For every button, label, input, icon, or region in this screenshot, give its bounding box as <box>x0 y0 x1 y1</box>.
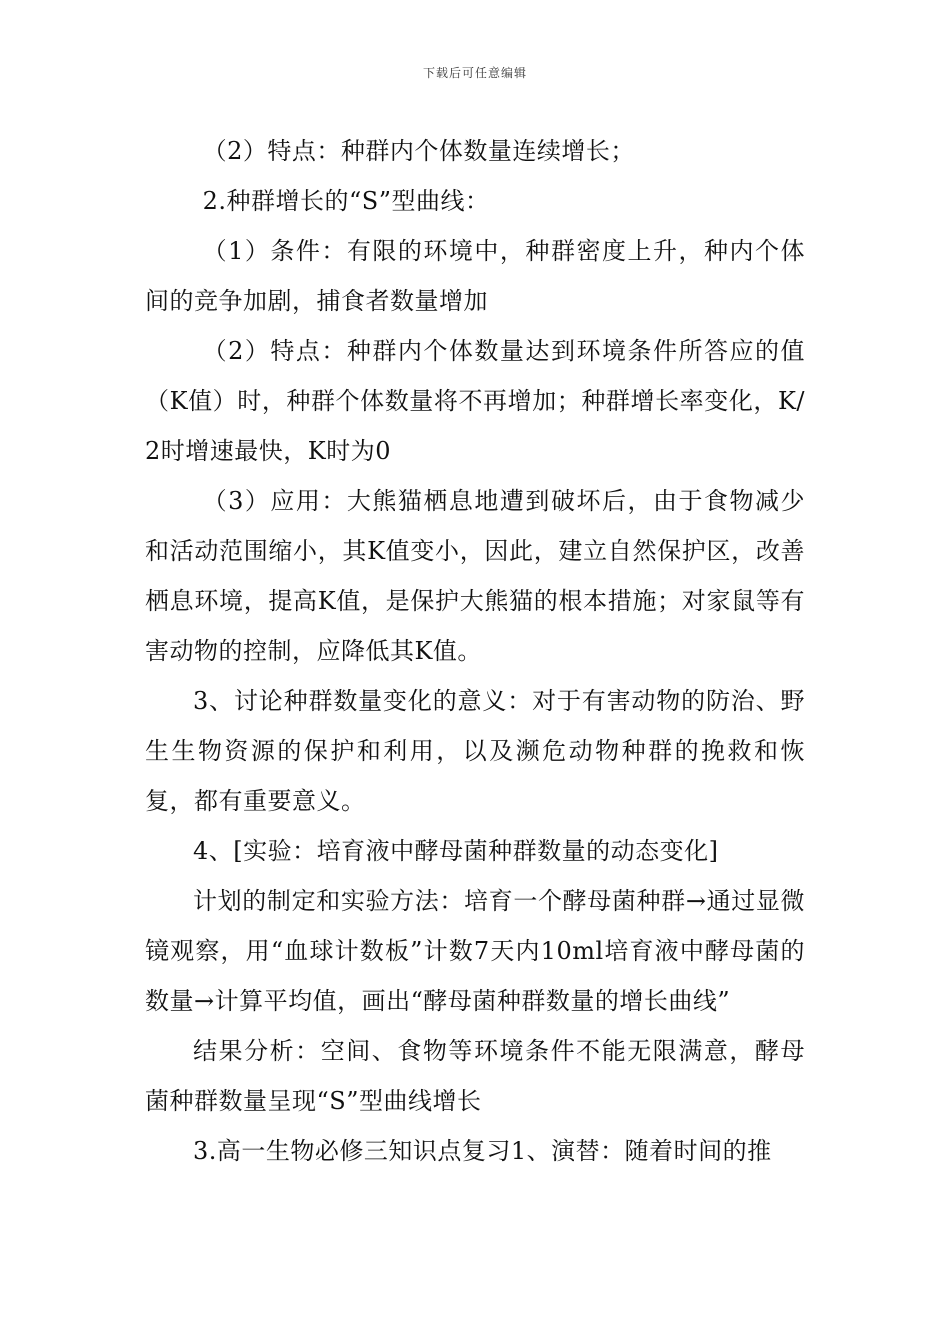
page-header: 下载后可任意编辑 <box>422 66 527 80</box>
paragraph: 4、[实验：培育液中酵母菌种群数量的动态变化] <box>193 837 719 865</box>
paragraph: 计划的制定和实验方法：培育一个酵母菌种群→通过显微镜观察，用“血球计数板”计数7天内10ml培育液中酵母菌的数量→计算平均值，画出“酵母菌种群数量的增长曲线” <box>145 887 805 1015</box>
paragraph: （3）应用：大熊猫栖息地遭到破坏后，由于食物减少和活动范围缩小，其K值变小，因此，建立自然保护区，改善栖息环境，提高K值，是保护大熊猫的根本措施；对家鼠等有害动物的控制，应降低其K值。 <box>145 487 805 665</box>
paragraph: （1）条件：有限的环境中，种群密度上升，种内个体间的竞争加剧，捕食者数量增加 <box>145 237 805 315</box>
paragraph: 3.高一生物必修三知识点复习1、演替：随着时间的推 <box>193 1137 772 1165</box>
document-body <box>145 126 805 1176</box>
paragraph: 2.种群增长的“S”型曲线： <box>202 187 490 215</box>
paragraph: （2）特点：种群内个体数量达到环境条件所答应的值（K值）时，种群个体数量将不再增加；种群增长率变化，K/2时增速最快，K时为0 <box>145 337 805 465</box>
paragraph: （2）特点：种群内个体数量连续增长； <box>202 137 635 165</box>
paragraph: 结果分析：空间、食物等环境条件不能无限满意，酵母菌种群数量呈现“S”型曲线增长 <box>145 1037 805 1115</box>
paragraph: 3、讨论种群数量变化的意义：对于有害动物的防治、野生生物资源的保护和利用，以及濒危动物种群的挽救和恢复，都有重要意义。 <box>145 687 805 815</box>
